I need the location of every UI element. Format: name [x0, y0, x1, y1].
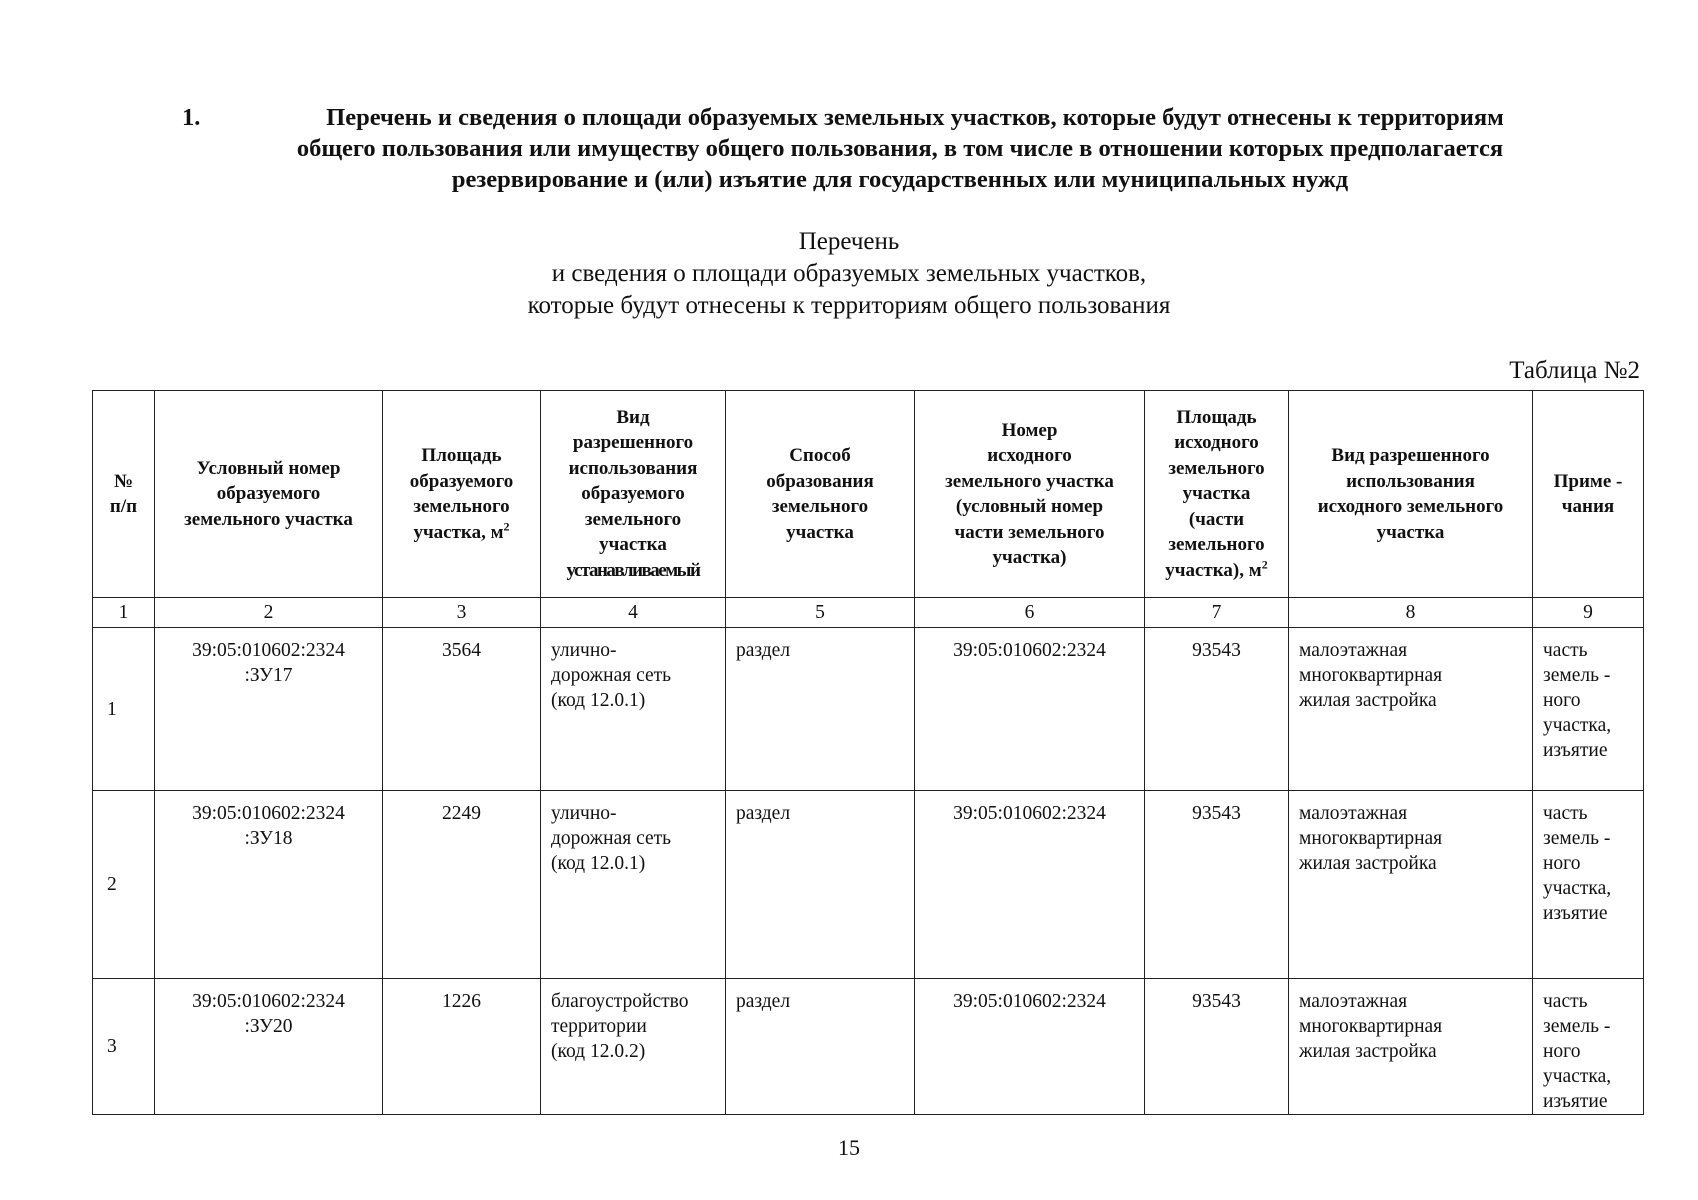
source-area-cell: 93543: [1145, 791, 1289, 979]
section-heading: [170, 102, 1630, 195]
header-notes: Приме - чания: [1533, 391, 1644, 598]
subtitle-line-1: Перечень: [798, 228, 900, 255]
column-number: 5: [726, 598, 915, 628]
header-source-area: Площадь исходного земельного участка (части земельного участка), $м^2$: [1145, 391, 1289, 598]
source-plot-cell: 39:05:010602:2324: [915, 628, 1145, 791]
header-source-plot: Номер исходного земельного участка (условный номер части земельного участка): [915, 391, 1145, 598]
column-number: 8: [1289, 598, 1533, 628]
formation-method-cell: раздел: [726, 979, 915, 1115]
column-number: 2: [155, 598, 383, 628]
row-number: 2: [93, 791, 155, 979]
source-plot-cell: 39:05:010602:2324: [915, 791, 1145, 979]
header-source-use: Вид разрешенного использования исходного земельного участка: [1289, 391, 1533, 598]
plot-id-cell: 39:05:010602:2324 :ЗУ20: [155, 979, 383, 1115]
permitted-use-cell: улично- дорожная сеть (код 12.0.1): [541, 628, 726, 791]
source-area-cell: 93543: [1145, 979, 1289, 1115]
plot-area-cell: 3564: [383, 628, 541, 791]
section-heading-line-1: Перечень и сведения о площади образуемых земельных участков, которые будут отнесены к территориям: [326, 104, 1504, 131]
plot-area-cell: 2249: [383, 791, 541, 979]
header-no: № п/п: [93, 391, 155, 598]
table-row: [93, 979, 1644, 1115]
header-formation-method: Способ образования земельного участка: [726, 391, 915, 598]
permitted-use-cell: благоустройство территории (код 12.0.2): [541, 979, 726, 1115]
page-number: 15: [838, 1135, 860, 1160]
superscript: 2: [503, 519, 510, 534]
permitted-use-cell: улично- дорожная сеть (код 12.0.1): [541, 791, 726, 979]
section-number: 1.: [182, 104, 201, 131]
column-number: 4: [541, 598, 726, 628]
section-heading-line-3: резервирование и (или) изъятие для государственных или муниципальных нужд: [451, 166, 1349, 193]
notes-cell: часть земель - ного участка, изъятие: [1533, 791, 1644, 979]
source-use-cell: малоэтажная многоквартирная жилая застройка: [1289, 791, 1533, 979]
source-area-cell: 93543: [1145, 628, 1289, 791]
notes-cell: часть земель - ного участка, изъятие: [1533, 628, 1644, 791]
table-row: [93, 628, 1644, 791]
section-heading-line-2: общего пользования или имуществу общего пользования, в том числе в отношении которых предполагается: [296, 135, 1504, 162]
header-plot-area: Площадь образуемого земельного участка, $м^2$: [383, 391, 541, 598]
plot-area-cell: 1226: [383, 979, 541, 1115]
table-caption: Таблица №2: [1509, 357, 1640, 384]
column-number: 1: [93, 598, 155, 628]
notes-cell: часть земель - ного участка, изъятие: [1533, 979, 1644, 1115]
row-number: 1: [93, 628, 155, 791]
row-number: 3: [93, 979, 155, 1115]
source-use-cell: малоэтажная многоквартирная жилая застройка: [1289, 979, 1533, 1115]
land-plots-table: [92, 390, 1644, 1115]
plot-id-cell: 39:05:010602:2324 :ЗУ18: [155, 791, 383, 979]
subtitle-line-2: и сведения о площади образуемых земельных участков,: [551, 260, 1147, 287]
plot-id-cell: 39:05:010602:2324 :ЗУ17: [155, 628, 383, 791]
column-number: 7: [1145, 598, 1289, 628]
table-header-row: [93, 391, 1644, 598]
column-number: 3: [383, 598, 541, 628]
formation-method-cell: раздел: [726, 791, 915, 979]
formation-method-cell: раздел: [726, 628, 915, 791]
column-number: 9: [1533, 598, 1644, 628]
header-plot-id: Условный номер образуемого земельного участка: [155, 391, 383, 598]
superscript: 2: [1261, 557, 1268, 572]
source-use-cell: малоэтажная многоквартирная жилая застройка: [1289, 628, 1533, 791]
source-plot-cell: 39:05:010602:2324: [915, 979, 1145, 1115]
table-row: [93, 791, 1644, 979]
column-number: 6: [915, 598, 1145, 628]
header-permitted-use: Вид разрешенного использования образуемого земельного участка устанавливаемый: [541, 391, 726, 598]
list-subtitle: [400, 226, 1298, 322]
column-number-row: [93, 598, 1644, 628]
subtitle-line-3: которые будут отнесены к территориям общего пользования: [527, 292, 1171, 319]
